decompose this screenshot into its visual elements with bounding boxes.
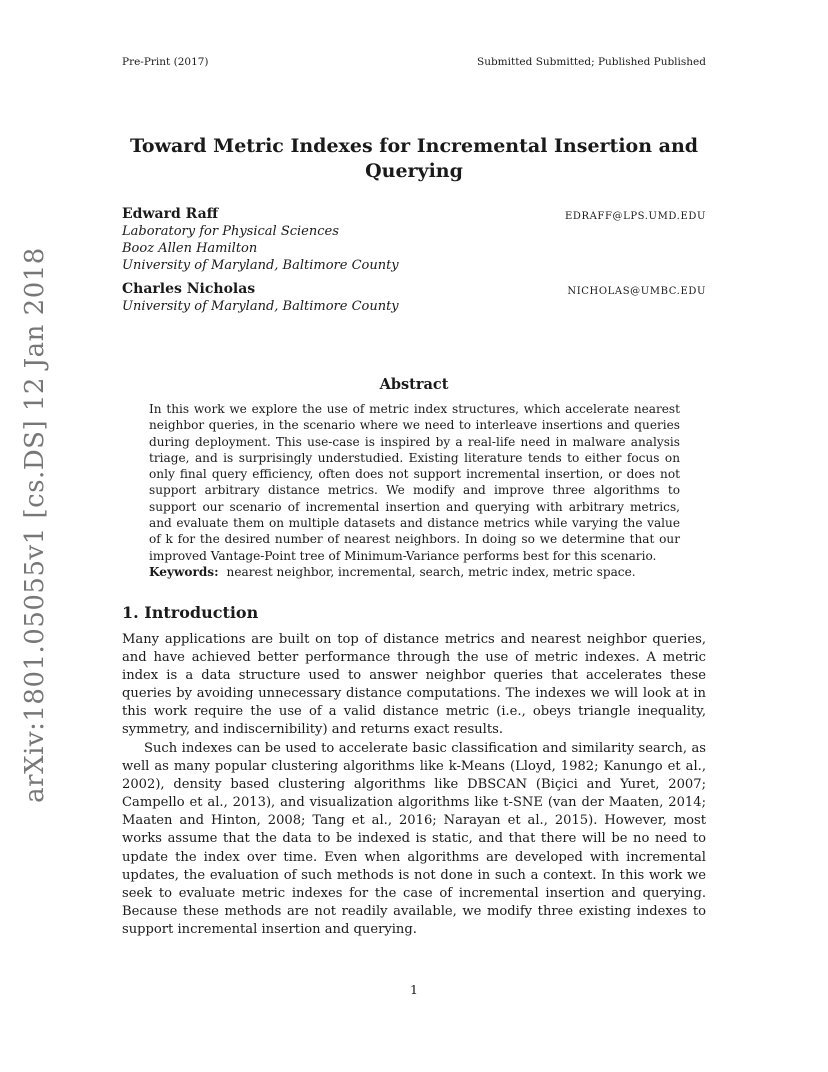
author-email: NICHOLAS@UMBC.EDU (567, 286, 706, 297)
author-email: EDRAFF@LPS.UMD.EDU (564, 211, 706, 222)
author-affiliation: Booz Allen Hamilton (122, 241, 258, 256)
header-left-text: Pre-Print (2017) (122, 56, 209, 68)
arxiv-stamp: arXiv:1801.05055v1 [cs.DS] 12 Jan 2018 (20, 247, 50, 803)
keywords-text: nearest neighbor, incremental, search, metric index, metric space. (226, 565, 636, 579)
paper-title: Toward Metric Indexes for Incremental Insertion and Querying (129, 135, 699, 182)
keywords-label: Keywords: (149, 565, 219, 579)
author-affiliation: University of Maryland, Baltimore County (122, 299, 399, 314)
author-affiliation: Laboratory for Physical Sciences (122, 224, 339, 239)
intro-paragraph: Such indexes can be used to accelerate basic classification and similarity search, as well as many popular clustering algorithms like k-Means (Lloyd, 1982; Kanungo et al., 2002), density based clustering algorithms like DBSCAN (Biçici and Yuret, 2007; Campello et al., 2013), and visualization algorithms like t-SNE (van der Maaten, 2014; Maaten and Hinton, 2008; Tang et al., 2016; Narayan et al., 2015). However, most works assume that the data to be indexed is static, and that there will be no need to update the index over time. Even when algorithms are developed with incremental updates, the evaluation of such methods is not done in such a context. In this work we seek to evaluate metric indexes for the case of incremental insertion and querying. Because these methods are not readily available, we modify three existing indexes to support incremental insertion and querying. (122, 741, 706, 937)
running-header (122, 56, 706, 70)
abstract-text: In this work we explore the use of metric index structures, which accelerate nearest neighbor queries, in the scenario where we need to interleave insertions and queries during deployment. This use-case is inspired by a real-life need in malware analysis triage, and is surprisingly understudied. Existing literature tends to either focus on only final query efficiency, often does not support incremental insertion, or does not support arbitrary distance metrics. We modify and improve three algorithms to support our scenario of incremental insertion and querying with arbitrary metrics, and evaluate them on multiple datasets and distance metrics while varying the value of k for the desired number of nearest neighbors. In doing so we determine that our improved Vantage-Point tree of Minimum-Variance performs best for this scenario. (149, 402, 680, 563)
author-name: Edward Raff (122, 206, 219, 222)
author-block-2 (122, 281, 706, 315)
header-right-text: Submitted Submitted; Published Published (477, 56, 706, 68)
keywords-line (149, 565, 680, 579)
section-heading: 1. Introduction (122, 603, 259, 622)
author-block-1 (122, 206, 706, 274)
author-name: Charles Nicholas (122, 281, 256, 297)
author-affiliation: University of Maryland, Baltimore County (122, 258, 399, 273)
page-number: 1 (410, 982, 418, 997)
abstract-heading: Abstract (379, 376, 449, 393)
intro-paragraph: Many applications are built on top of distance metrics and nearest neighbor queries, and have achieved better performance through the use of metric indexes. A metric index is a data structure used to answer neighbor queries that accelerates these queries by avoiding unnecessary distance computations. The indexes we will look at in this work require the use of a valid distance metric (i.e., obeys triangle inequality, symmetry, and indiscernibility) and returns exact results. (122, 632, 706, 738)
